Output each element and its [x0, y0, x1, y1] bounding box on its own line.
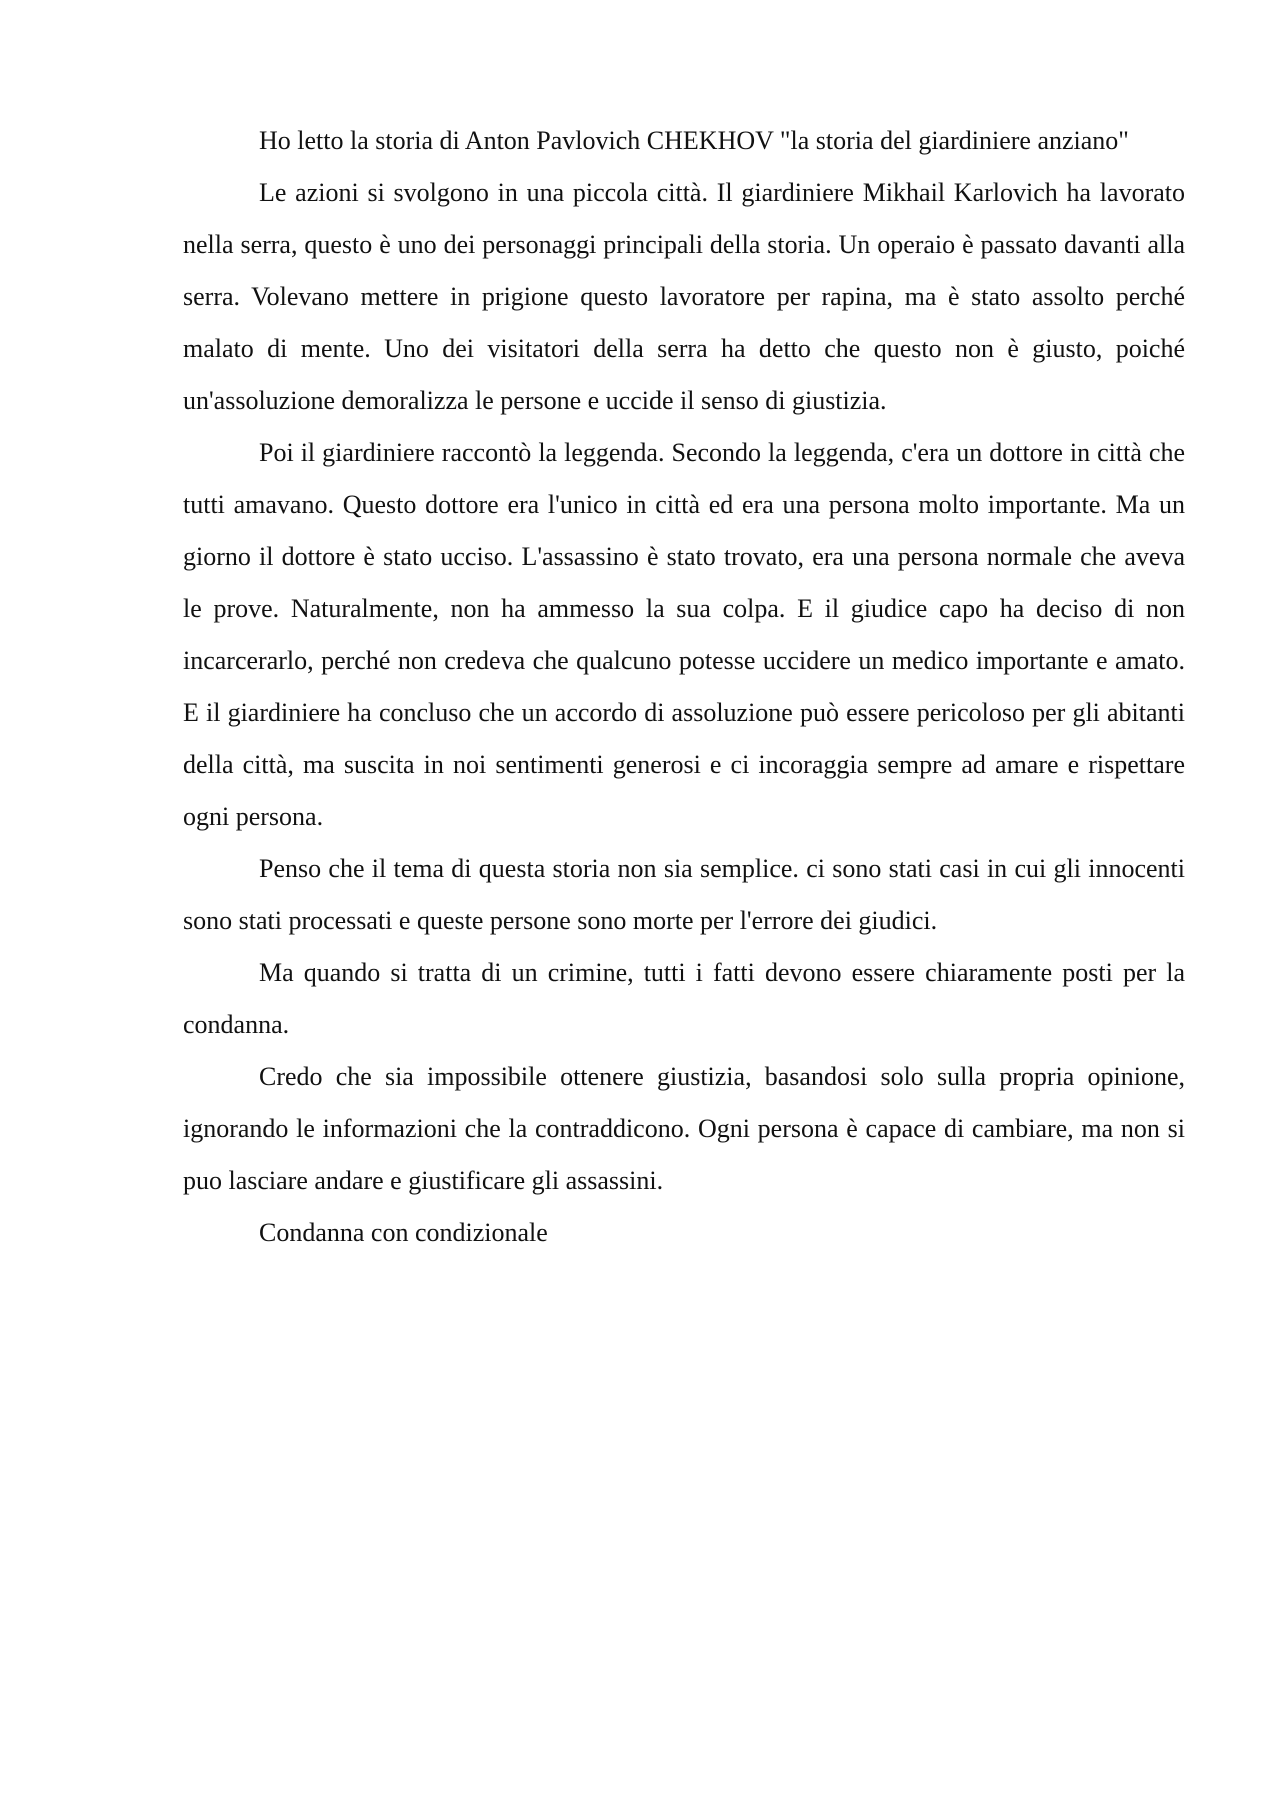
paragraph-opinion: Penso che il tema di questa storia non sia semplice. ci sono stati casi in cui gli innocenti sono stati processati e queste persone sono morte per l'errore dei giudici.	[183, 854, 1185, 935]
paragraph-crime: Ma quando si tratta di un crimine, tutti i fatti devono essere chiaramente posti per la condanna.	[183, 958, 1185, 1039]
paragraph-verdict: Condanna con condizionale	[259, 1218, 548, 1247]
paragraph-setting: Le azioni si svolgono in una piccola città. Il giardiniere Mikhail Karlovich ha lavorato nella serra, questo è uno dei personaggi principali della storia. Un operaio è passato davanti alla serra. Volevano mettere in prigione questo lavoratore per rapina, ma è stato assolto perché malato di mente. Uno dei visitatori della serra ha detto che questo non è giusto, poiché un'assoluzione demoralizza le persone e uccide il senso di giustizia.	[183, 178, 1185, 415]
paragraph-justice: Credo che sia impossibile ottenere giustizia, basandosi solo sulla propria opinione, ignorando le informazioni che la contraddicono. Ogni persona è capace di cambiare, ma non si puo lasciare andare e giustificare gli assassini.	[183, 1062, 1185, 1195]
paragraph-intro: Ho letto la storia di Anton Pavlovich CHEKHOV "la storia del giardiniere anziano"	[259, 126, 1129, 155]
document-body	[183, 115, 1185, 1259]
paragraph-legend: Poi il giardiniere raccontò la leggenda. Secondo la leggenda, c'era un dottore in città che tutti amavano. Questo dottore era l'unico in città ed era una persona molto importante. Ma un giorno il dottore è stato ucciso. L'assassino è stato trovato, era una persona normale che aveva le prove. Naturalmente, non ha ammesso la sua colpa. E il giudice capo ha deciso di non incarcerarlo, perché non credeva che qualcuno potesse uccidere un medico importante e amato. E il giardiniere ha concluso che un accordo di assoluzione può essere pericoloso per gli abitanti della città, ma suscita in noi sentimenti generosi e ci incoraggia sempre ad amare e rispettare ogni persona.	[183, 438, 1185, 831]
